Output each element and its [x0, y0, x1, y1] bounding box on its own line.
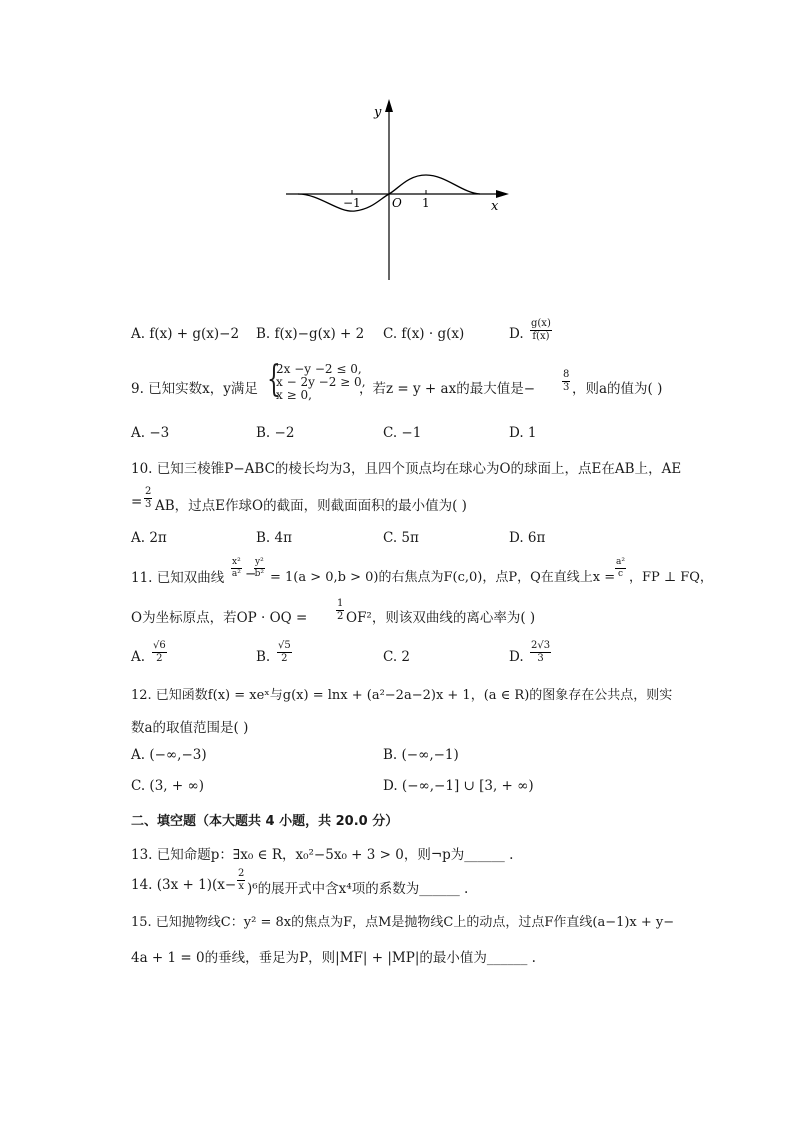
q11-frac-half	[336, 598, 344, 623]
q11-line-2-post: OF²，则该双曲线的离心率为( )	[346, 610, 536, 626]
q11-a-den: 2	[156, 653, 163, 664]
q11-b-num: √5	[278, 640, 291, 651]
q8-option-d-prefix: D.	[509, 326, 524, 342]
q14-fraction	[237, 868, 245, 893]
q15-line-1: 15. 已知抛物线C：y² = 8x的焦点为F，点M是抛物线C上的动点，过点F作直线(a−1)x + y−	[131, 915, 675, 930]
q11-d-den: 3	[537, 653, 544, 664]
q11-line-2-pre: O为坐标原点，若OP · OQ =	[131, 610, 308, 626]
q11-f2-den: b²	[254, 569, 265, 579]
q14-frac-den: x	[238, 881, 244, 892]
q9-stem-post: ，若z = y + ax的最大值是−	[359, 381, 536, 397]
q8-option-d-fraction	[530, 318, 552, 343]
q11-option-b-fraction	[277, 640, 292, 665]
q11-f1-den: a²	[231, 569, 241, 579]
x-axis-arrow	[496, 190, 509, 198]
q11-stem-end: ，FP ⊥ FQ，	[629, 570, 713, 585]
q11-minus: −	[245, 566, 257, 582]
q9-frac-den: 3	[563, 382, 570, 393]
q12-line-2: 数a的取值范围是( )	[131, 720, 249, 736]
q9-option-b: B. −2	[256, 425, 295, 441]
q10-option-d: D. 6π	[509, 530, 546, 546]
q11-frac-y2b2	[254, 557, 265, 580]
y-axis-label: y	[374, 105, 382, 120]
q10-option-b: B. 4π	[256, 530, 292, 546]
q10-option-a: A. 2π	[131, 530, 167, 546]
q9-option-c: C. −1	[383, 425, 422, 441]
tick-label-neg-1: −1	[343, 196, 361, 210]
q11-f3-den: c	[617, 569, 624, 579]
section-heading-fill-in: 二、填空题（本大题共 4 小题，共 20.0 分）	[131, 814, 399, 829]
q8-d-numerator: g(x)	[531, 318, 551, 329]
q14-frac-num: 2	[238, 868, 245, 879]
q11-option-d-fraction	[530, 640, 551, 665]
q8-d-denominator: f(x)	[532, 331, 550, 342]
q11-a-num: √6	[153, 640, 166, 651]
q11-f2-num: y²	[255, 557, 264, 567]
q11-frac-x2a2	[231, 557, 242, 580]
tick-label-pos-1: 1	[422, 196, 430, 210]
origin-label: O	[392, 196, 402, 210]
q8-option-b: B. f(x)−g(x) + 2	[256, 326, 365, 342]
q14-post: )⁶的展开式中含x⁴项的系数为______ .	[247, 881, 469, 897]
q13-line: 13. 已知命题p：∃x₀ ∈ R，x₀²−5x₀ + 3 > 0，则¬p为______ .	[131, 847, 514, 863]
q15-line-2: 4a + 1 = 0的垂线，垂足为P，则|MF| + |MP|的最小值为______ .	[131, 950, 536, 966]
q9-stem-tail: ，则a的值为( )	[572, 381, 663, 397]
q9-constraint-3: x ≥ 0,	[276, 388, 312, 402]
q10-frac-den: 3	[145, 499, 152, 510]
q10-line-1: 10. 已知三棱锥P−ABC的棱长均为3，且四个顶点均在球心为O的球面上，点E在AB上，AE	[131, 461, 682, 477]
q12-option-c: C. (3, + ∞)	[131, 778, 204, 794]
q10-line-2-post: AB，过点E作球O的截面，则截面面积的最小值为( )	[155, 498, 467, 514]
q11-f4-den: 2	[337, 611, 344, 622]
q8-option-a: A. f(x) + g(x)−2	[131, 326, 240, 342]
q12-option-a: A. (−∞,−3)	[131, 747, 207, 763]
q9-brace: {	[267, 359, 281, 400]
q10-fraction	[144, 486, 152, 511]
q9-constraint-2: x − 2y −2 ≥ 0,	[276, 375, 366, 389]
q9-constraint-1: 2x −y −2 ≤ 0,	[276, 362, 362, 376]
q9-option-d: D. 1	[509, 425, 537, 441]
q9-fraction	[562, 369, 570, 394]
q11-frac-a2c	[615, 557, 626, 580]
q10-frac-num: 2	[145, 486, 152, 497]
q11-option-b-prefix: B.	[256, 649, 271, 665]
q12-line-1: 12. 已知函数f(x) = xeˣ与g(x) = lnx + (a²−2a−2)x + 1，(a ∈ R)的图象存在公共点，则实	[131, 688, 673, 703]
q8-option-c: C. f(x) · g(x)	[383, 326, 465, 342]
q11-b-den: 2	[281, 653, 288, 664]
q9-option-a: A. −3	[131, 425, 170, 441]
q10-option-c: C. 5π	[383, 530, 419, 546]
function-graph	[280, 95, 520, 285]
y-axis-arrow	[385, 99, 393, 112]
q11-d-num: 2√3	[531, 640, 551, 651]
q12-option-d: D. (−∞,−1] ∪ [3, + ∞)	[383, 778, 534, 794]
q11-f1-num: x²	[232, 557, 241, 567]
q9-constraints	[276, 363, 366, 402]
q11-stem-mid: = 1(a > 0,b > 0)的右焦点为F(c,0)，点P，Q在直线上x =	[270, 570, 616, 585]
q14-pre: 14. (3x + 1)(x−	[131, 877, 237, 893]
q11-option-c: C. 2	[383, 649, 411, 665]
q9-stem-pre: 9. 已知实数x，y满足	[131, 381, 258, 397]
q11-f4-num: 1	[337, 598, 344, 609]
q11-stem-pre: 11. 已知双曲线	[131, 570, 225, 586]
x-axis-label: x	[491, 199, 499, 214]
q11-option-a-fraction	[152, 640, 167, 665]
q11-option-a-prefix: A.	[131, 649, 146, 665]
q11-f3-num: a²	[616, 557, 625, 567]
q9-frac-num: 8	[563, 369, 570, 380]
q12-option-b: B. (−∞,−1)	[383, 747, 459, 763]
q11-option-d-prefix: D.	[509, 649, 524, 665]
q10-line-2-pre: =	[131, 494, 143, 510]
